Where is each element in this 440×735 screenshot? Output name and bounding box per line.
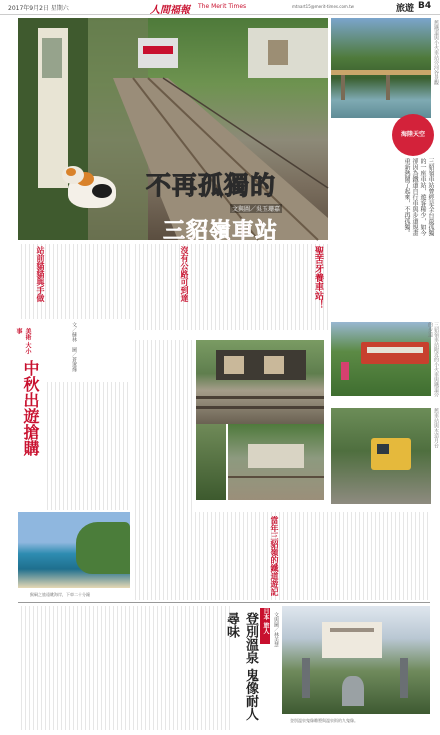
- cover-lede: 三貂嶺車站曾經是全台最孤獨的一座車站，遊客稀少，如今卻因為鐵道自行車與步道規畫重新熱鬧了起來，不再孤獨。: [403, 158, 434, 236]
- masthead-english: The Merit Times: [198, 3, 247, 10]
- bottom-title: 登別溫泉 鬼像耐人尋味: [224, 612, 258, 721]
- onsen-photo: [282, 606, 430, 714]
- onsen-caption: 登別溫泉鬼像雕塑與溫泉街的九鬼像。: [290, 718, 358, 723]
- header-bar: [0, 0, 440, 15]
- middle-column-body: [44, 382, 130, 510]
- section-badge-label: 海陸天空: [400, 131, 425, 138]
- article-text-block-b: [132, 340, 194, 512]
- beach-caption: 猴硐之旅遠眺海岸，下車二十分鐘: [30, 592, 90, 597]
- header-url: mtnart15@merit-times.com.tw: [292, 4, 354, 9]
- middle-column-title: 中秋出遊搶購: [21, 360, 40, 456]
- tracks-photo: [228, 424, 324, 500]
- page-number: B4: [418, 1, 432, 11]
- cover-title-line2: 三貂嶺車站: [163, 219, 279, 244]
- bottom-text-block: [18, 606, 230, 730]
- section-badge: [392, 114, 434, 156]
- middle-column-byline: 文／蘇林 圖／蒼遼燁: [71, 322, 77, 372]
- beach-photo: [18, 512, 130, 588]
- article-title-a4: 站前貓貓與手做: [36, 246, 45, 302]
- article-title-a5: 當年三貂嶺的鐵道遊記: [270, 516, 279, 596]
- article-title-a1: 聖苦牙養車站！: [313, 246, 323, 309]
- cover-byline: 文與圖／吳玉珊嘉: [232, 206, 281, 213]
- tunnel-photo: [196, 424, 226, 500]
- middle-column-label: 美術 大小事: [15, 328, 31, 355]
- cover-title-line1: 不再孤獨的: [146, 171, 277, 200]
- top-right-caption: 舊鐵道與小火車站旁河谷景觀: [433, 20, 439, 85]
- river-bridge-photo: [331, 18, 431, 118]
- cat-illustration: [62, 166, 124, 212]
- lower-text-block: [132, 512, 430, 600]
- station-platform-photo: [196, 340, 324, 424]
- masthead-logo: 人間福報: [150, 5, 190, 16]
- bottom-byline: 文與圖／林美慧: [273, 612, 279, 647]
- cover-photo-railway: [18, 18, 328, 244]
- section-name: 旅遊: [396, 4, 415, 14]
- article-text-block-a: [132, 244, 328, 330]
- station-right-caption: 舊車站與木造月台: [433, 408, 439, 448]
- issue-date: 2017年9月2日 星期六: [8, 5, 69, 12]
- section-divider: [18, 602, 430, 603]
- bottom-label: 日本 旅人: [260, 608, 270, 644]
- train-field-caption: 三貂嶺車站附近的小火車與鐵道旁的步道: [427, 322, 439, 397]
- article-title-a2: 沒有公路可到達: [180, 246, 189, 302]
- train-field-photo: [331, 322, 431, 396]
- station-right-photo: [331, 408, 431, 504]
